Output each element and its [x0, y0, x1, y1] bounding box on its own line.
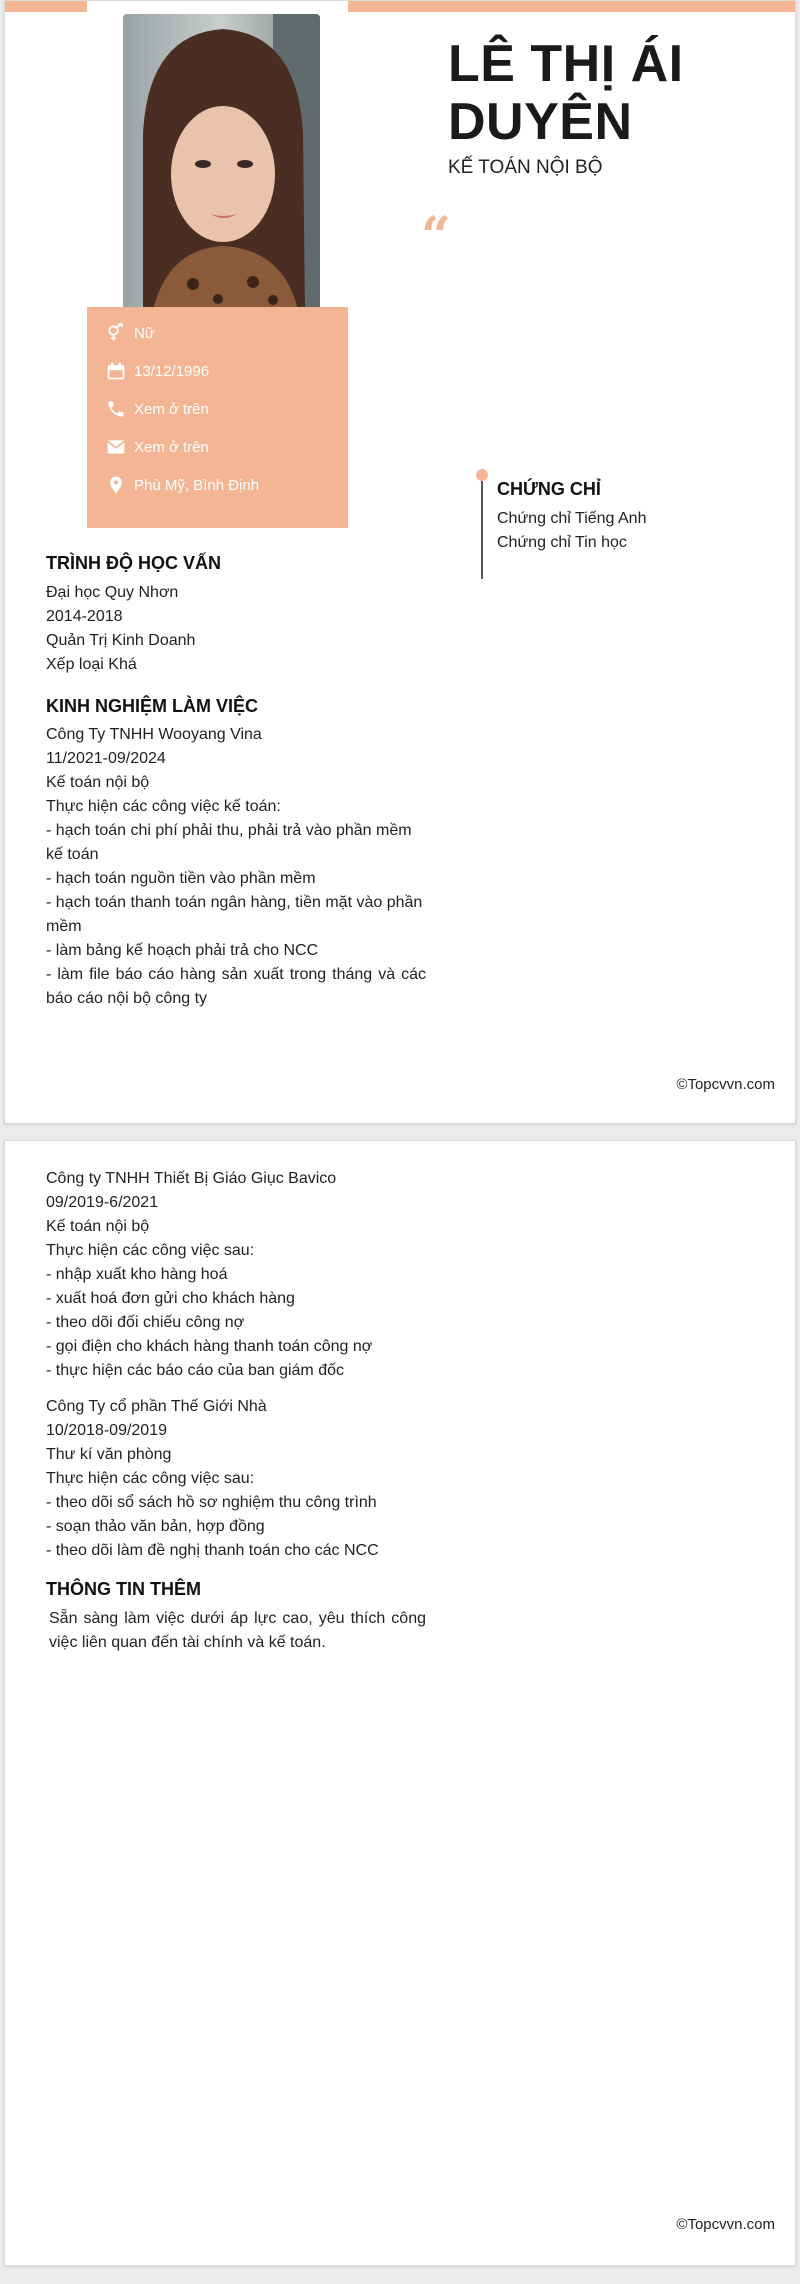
additional-info-title: THÔNG TIN THÊM — [46, 1579, 201, 1599]
contact-gender: Nữ — [105, 321, 155, 345]
job-company: Công Ty cổ phần Thế Giới Nhà — [46, 1398, 267, 1415]
job-period: 10/2018-09/2019 — [46, 1422, 167, 1439]
job-company: Công ty TNHH Thiết Bị Giáo Giục Bavico — [46, 1170, 337, 1187]
contact-phone: Xem ở trên — [105, 397, 209, 421]
job-duty: - soạn thảo văn bản, hợp đồng — [46, 1518, 265, 1535]
certificates-title: CHỨNG CHỈ — [497, 479, 601, 499]
education-school: Đại học Quy Nhơn — [46, 584, 179, 601]
accent-bar-right — [348, 1, 796, 12]
job-duty: - gọi điện cho khách hàng thanh toán công nợ — [46, 1338, 373, 1355]
education-details — [46, 581, 426, 677]
location-pin-icon — [105, 474, 127, 496]
certificates-section — [481, 469, 771, 579]
job-role: Kế toán nội bộ — [46, 774, 150, 791]
candidate-name: LÊ THỊ ÁI DUYÊN — [448, 35, 684, 151]
job-duty: - theo dõi đối chiếu công nợ — [46, 1314, 245, 1331]
cv-page-2 — [4, 1140, 796, 2266]
job-duty: Thực hiện các công việc kế toán: — [46, 798, 281, 815]
certificate-item: Chứng chỉ Tin học — [497, 534, 627, 551]
timeline-line — [481, 479, 483, 579]
job-duty: - thực hiện các báo cáo của ban giám đốc — [46, 1362, 344, 1379]
contact-panel — [87, 307, 348, 528]
job-duty: Thực hiện các công việc sau: — [46, 1242, 255, 1259]
certificate-item: Chứng chỉ Tiếng Anh — [497, 510, 647, 527]
email-icon — [105, 436, 127, 458]
job-duty: - nhập xuất kho hàng hoá — [46, 1266, 228, 1283]
job-duty: - làm bảng kế hoạch phải trả cho NCC — [46, 942, 319, 959]
quote-mark-icon: “ — [421, 206, 451, 267]
experience-job-1 — [46, 723, 426, 1011]
job-duty: Thực hiện các công việc sau: — [46, 1470, 255, 1487]
footer-credit: ©Topcvvn.com — [676, 2216, 775, 2233]
gender-icon — [105, 322, 127, 344]
experience-title: KINH NGHIỆM LÀM VIỆC — [46, 696, 259, 716]
job-role: Kế toán nội bộ — [46, 1218, 150, 1235]
education-years: 2014-2018 — [46, 608, 123, 625]
footer-credit: ©Topcvvn.com — [676, 1076, 775, 1093]
timeline-dot — [476, 469, 488, 481]
education-major: Quản Trị Kinh Doanh — [46, 632, 196, 649]
job-company: Công Ty TNHH Wooyang Vina — [46, 726, 262, 743]
contact-address: Phù Mỹ, Bình Định — [105, 473, 259, 497]
job-role: Thư kí văn phòng — [46, 1446, 172, 1463]
phone-icon — [105, 398, 127, 420]
job-period: 09/2019-6/2021 — [46, 1194, 159, 1211]
job-duty: - làm file báo cáo hàng sản xuất trong tháng và các báo cáo nội bộ công ty — [46, 966, 426, 1007]
education-title: TRÌNH ĐỘ HỌC VẤN — [46, 553, 221, 573]
job-period: 11/2021-09/2024 — [46, 750, 166, 767]
experience-job-2 — [46, 1167, 426, 1383]
additional-info-text: Sẵn sàng làm việc dưới áp lực cao, yêu thích công việc liên quan đến tài chính và kế toán. — [49, 1610, 426, 1651]
experience-job-3 — [46, 1395, 426, 1563]
calendar-icon — [105, 360, 127, 382]
job-duty: - hạch toán thanh toán ngân hàng, tiền mặt vào phần mềm — [46, 894, 423, 935]
cv-page-1 — [4, 0, 796, 1124]
profile-photo — [123, 14, 320, 310]
job-position: KẾ TOÁN NỘI BỘ — [448, 157, 603, 178]
job-duty: - xuất hoá đơn gửi cho khách hàng — [46, 1290, 295, 1307]
certificates-list — [497, 507, 646, 555]
education-grade: Xếp loại Khá — [46, 656, 137, 673]
job-duty: - hạch toán nguồn tiền vào phần mềm — [46, 870, 316, 887]
job-duty: - theo dõi sổ sách hồ sơ nghiệm thu công trình — [46, 1494, 377, 1511]
contact-email: Xem ở trên — [105, 435, 209, 459]
job-duty: - theo dõi làm đề nghị thanh toán cho các NCC — [46, 1542, 379, 1559]
job-duty: - hạch toán chi phí phải thu, phải trả vào phần mềm kế toán — [46, 822, 412, 863]
accent-bar-left — [5, 1, 87, 12]
contact-birthday: 13/12/1996 — [105, 359, 209, 383]
